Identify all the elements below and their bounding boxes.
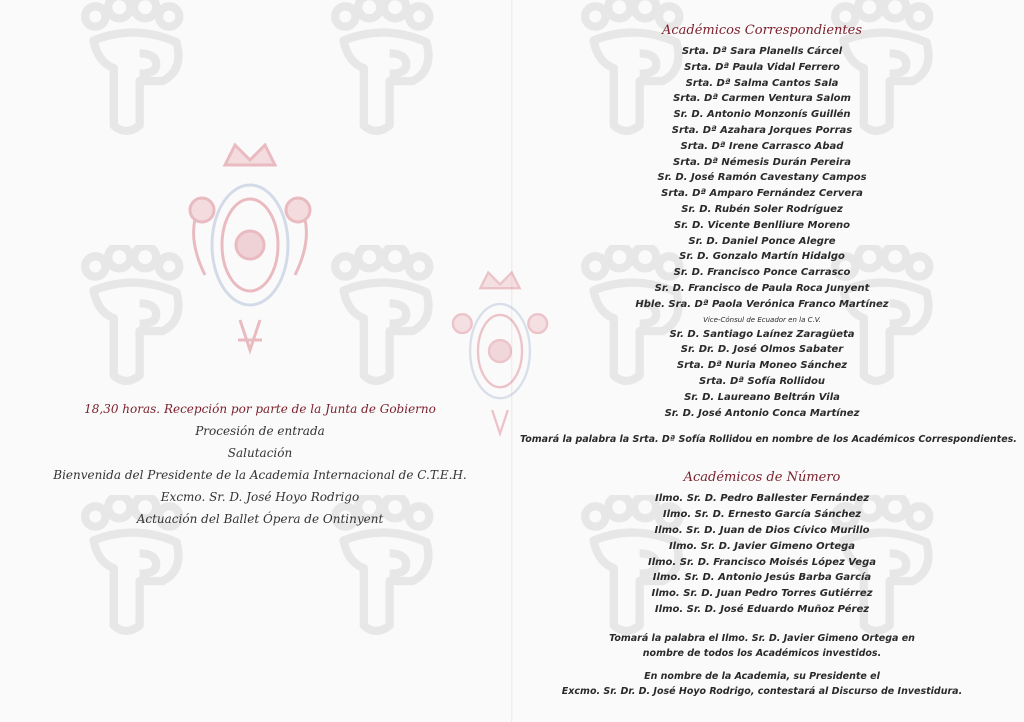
members-column <box>520 18 1017 699</box>
list-item: Ilmo. Sr. D. Pedro Ballester Fernández <box>654 493 870 505</box>
program-line: Actuación del Ballet Ópera de Ontinyent <box>136 512 384 526</box>
list-item: Srta. Dª Némesis Durán Pereira <box>673 156 851 168</box>
list-item: Hble. Sra. Dª Paola Verónica Franco Martínez <box>635 298 889 310</box>
watermark-logo-icon <box>75 245 195 395</box>
watermark-logo-icon <box>75 0 195 145</box>
list-item: Srta. Dª Irene Carrasco Abad <box>680 140 844 152</box>
list-item: Sr. D. José Antonio Conca Martínez <box>664 407 860 419</box>
list-item: Ilmo. Sr. D. Antonio Jesús Barba García <box>652 572 872 584</box>
list-item: Sr. D. Santiago Laínez Zaragüeta <box>669 328 855 340</box>
numero-speech: Tomará la palabra el Ilmo. Sr. D. Javier Gimeno Ortega en <box>609 632 915 644</box>
numero-list <box>520 491 1004 617</box>
list-item: Ilmo. Sr. D. Juan de Dios Cívico Murillo <box>654 524 870 536</box>
program-line: Procesión de entrada <box>195 424 325 438</box>
list-item: Srta. Dª Sofía Rollidou <box>699 375 825 387</box>
program-schedule <box>40 398 480 530</box>
list-item: Srta. Dª Paula Vidal Ferrero <box>684 61 840 73</box>
list-item: Ilmo. Sr. D. Ernesto García Sánchez <box>662 509 862 521</box>
watermark-logo-icon <box>325 0 445 145</box>
list-item: Sr. Dr. D. José Olmos Sabater <box>680 344 844 356</box>
list-item: Srta. Dª Sara Planells Cárcel <box>681 46 843 57</box>
list-item: Sr. D. Antonio Monzonís Guillén <box>673 109 851 121</box>
list-item: Ilmo. Sr. D. Juan Pedro Torres Gutiérrez <box>651 588 873 600</box>
list-item: Ilmo. Sr. D. Javier Gimeno Ortega <box>668 540 856 552</box>
list-item: Sr. D. Laureano Beltrán Vila <box>684 391 840 403</box>
correspondientes-speech: Tomará la palabra la Srta. Dª Sofía Rollidou en nombre de los Académicos Correspondientes. <box>520 434 1017 446</box>
list-item: Srta. Dª Amparo Fernández Cervera <box>661 188 863 200</box>
list-item: Ilmo. Sr. D. José Eduardo Muñoz Pérez <box>654 603 870 615</box>
list-item: Srta. Dª Azahara Jorques Porras <box>671 124 853 136</box>
numero-speech: nombre de todos los Académicos investidos. <box>642 647 882 659</box>
list-item: Srta. Dª Carmen Ventura Salom <box>673 93 851 105</box>
list-item: Srta. Dª Nuria Moneo Sánchez <box>676 360 848 372</box>
numero-heading: Académicos de Número <box>683 470 841 486</box>
consul-note: Vice-Cónsul de Ecuador en la C.V. <box>703 315 821 324</box>
list-item: Sr. D. Vicente Benlliure Moreno <box>673 219 851 231</box>
program-line: 18,30 horas. Recepción por parte de la Junta de Gobierno <box>84 402 436 416</box>
list-item: Ilmo. Sr. D. Francisco Moisés López Vega <box>647 556 876 568</box>
program-line: Bienvenida del Presidente de la Academia Internacional de C.T.E.H. <box>53 468 467 482</box>
list-item: Sr. D. Gonzalo Martín Hidalgo <box>679 251 845 263</box>
watermark-logo-icon <box>325 245 445 395</box>
correspondientes-heading: Académicos Correspondientes <box>661 23 863 38</box>
correspondientes-list <box>520 44 1004 421</box>
program-line: Salutación <box>227 446 293 460</box>
program-line: Excmo. Sr. D. José Hoyo Rodrigo <box>160 490 360 504</box>
closing-text: Excmo. Sr. Dr. D. José Hoyo Rodrigo, contestará al Discurso de Investidura. <box>561 685 963 697</box>
closing-text: En nombre de la Academia, su Presidente el <box>644 670 880 682</box>
list-item: Sr. D. Daniel Ponce Alegre <box>688 235 836 247</box>
list-item: Sr. D. Francisco Ponce Carrasco <box>673 267 851 279</box>
list-item: Sr. D. José Ramón Cavestany Campos <box>657 172 867 184</box>
list-item: Sr. D. Francisco de Paula Roca Junyent <box>654 282 870 294</box>
list-item: Srta. Dª Salma Cantos Sala <box>685 77 839 89</box>
crest-icon <box>180 135 320 365</box>
list-item: Sr. D. Rubén Soler Rodríguez <box>681 203 843 215</box>
